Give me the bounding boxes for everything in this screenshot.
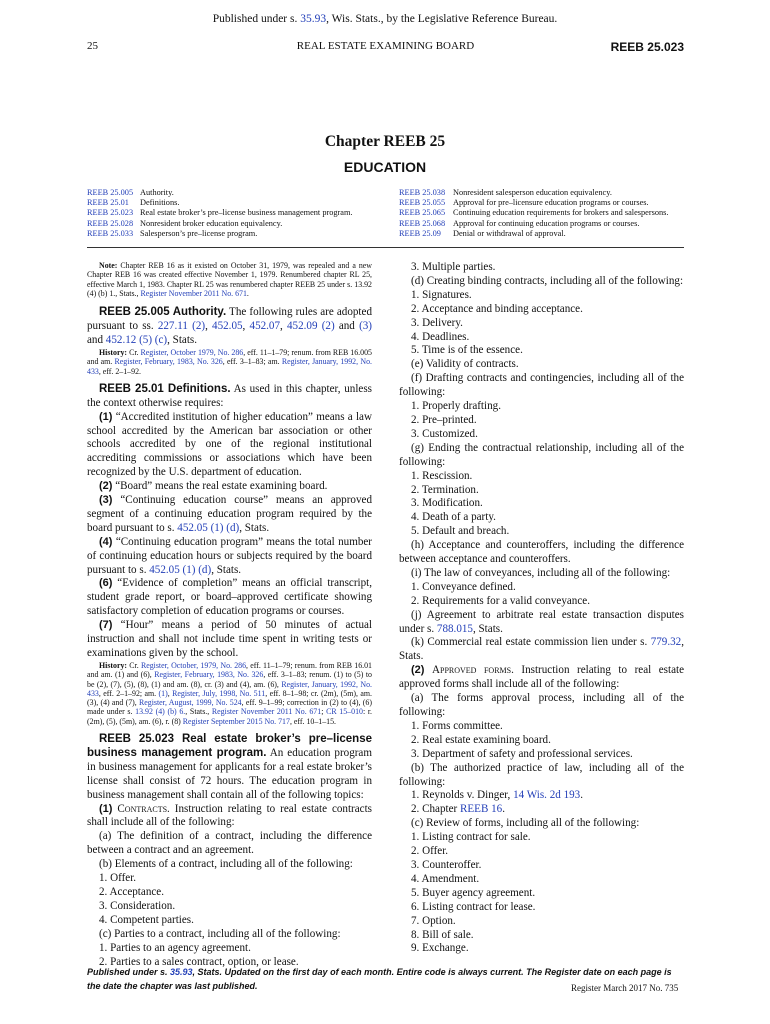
list-item: 2. Pre–printed. (411, 413, 477, 426)
statute-link[interactable]: 13.92 (4) (b) 6. (135, 707, 186, 717)
toc-section-link[interactable]: REEB 25.09 (399, 228, 441, 238)
register-link[interactable]: Register, October, 1979, No. 286 (140, 660, 247, 670)
chapter-note: Note: Chapter REB 16 as it existed on October 31, 1979, was repealed and a new Chapter REB 16 was created effective November 1, 1979. Renumbered chapter RL 25, effective March 1, 1983. Chapter RL 25 was renumbered chapter REEB 25 under s. 13.92 (4) (b) 1., Stats., Register November 2011 No. 671. (87, 261, 372, 298)
list-item: 5. Buyer agency agreement. (411, 886, 536, 899)
toc-entry[interactable] (87, 208, 353, 218)
section-heading: REEB 25.023 Real estate broker’s pre–license business management program. (87, 733, 372, 759)
statute-link[interactable]: 779.32 (650, 636, 682, 649)
toc-entry[interactable] (87, 198, 353, 208)
list-item: (c) Parties to a contract, including all of the following: (99, 927, 341, 940)
statute-link[interactable]: 452.07 (249, 320, 281, 333)
left-column (87, 261, 372, 969)
section-reference: REEB 25.023 (610, 40, 684, 54)
statute-link[interactable]: 788.015 (436, 622, 473, 635)
toc-title: Denial or withdrawal of approval. (453, 228, 566, 238)
section-heading: REEB 25.005 Authority. (99, 306, 227, 319)
register-link[interactable]: Register November 2011 No. 671 (140, 288, 247, 298)
toc-section-link[interactable]: REEB 25.005 (87, 188, 134, 197)
list-item: 3. Customized. (411, 427, 478, 440)
chapter-subtitle: EDUCATION (343, 159, 427, 175)
list-item: 2. Acceptance and binding acceptance. (411, 302, 583, 315)
list-item: 2. Parties to a sales contract, option, or lease. (99, 955, 299, 968)
table-of-contents-left (87, 188, 353, 239)
clearinghouse-rule-link[interactable]: CR 15–010 (326, 707, 363, 717)
list-item: 4. Death of a party. (411, 511, 496, 524)
toc-title: Continuing education requirements for brokers and salespersons. (453, 208, 669, 218)
published-banner: Published under s. 35.93, Wis. Stats., by the Legislative Reference Bureau. (212, 13, 558, 25)
list-item: 1. Parties to an agency agreement. (99, 941, 251, 954)
list-item: (i) The law of conveyances, including all of the following: (411, 566, 671, 579)
list-item: 1. Offer. (99, 872, 137, 885)
toc-section-link[interactable]: REEB 25.023 (87, 208, 134, 218)
list-item: 3. Department of safety and professional services. (411, 747, 633, 760)
register-link[interactable]: Register, August, 1999, No. 524 (139, 698, 242, 708)
spacer (87, 298, 372, 306)
history-note: History: Cr. Register, October 1979, No. 286, eff. 11–1–79; renum. from REB 16.005 and am. Register, February, 1983, No. 326, eff. 3–1–83; am. Register, January, 1992, No. 433, eff. 2–1–92. (87, 347, 372, 376)
toc-title: Nonresident broker education equivalency. (140, 218, 283, 228)
toc-entry[interactable] (87, 219, 353, 229)
register-link[interactable]: Register, January, 1992, No. 433 (87, 357, 372, 376)
list-item: (g) Ending the contractual relationship, including all of the following: (399, 441, 684, 468)
list-item: 1. Signatures. (411, 288, 472, 301)
toc-section-link[interactable]: REEB 25.068 (399, 218, 446, 228)
toc-title: Definitions. (140, 198, 180, 208)
list-item: 5. Time is of the essence. (411, 344, 523, 357)
statute-link[interactable]: 35.93 (300, 13, 327, 25)
list-item: (h) Acceptance and counteroffers, including the difference between acceptance and counteroffers. (399, 539, 684, 566)
right-column (399, 261, 684, 956)
list-item: 3. Delivery. (411, 316, 463, 329)
list-item: (f) Drafting contracts and contingencies, including all of the following: (399, 372, 684, 399)
register-link[interactable]: Register, July, 1998, No. 511 (172, 688, 266, 698)
list-item: 2. Termination. (411, 483, 479, 496)
statute-link[interactable]: 452.05 (212, 320, 243, 333)
list-item: 2. Real estate examining board. (411, 733, 551, 746)
register-link[interactable]: Register, October 1979, No. 286 (140, 347, 244, 357)
toc-title: Nonresident salesperson education equivalency. (453, 188, 612, 197)
statute-link[interactable]: (3) (359, 320, 372, 333)
list-item: (c) Review of forms, including all of the following: (411, 817, 640, 830)
list-item: 2. Acceptance. (99, 885, 164, 898)
list-item: 1. Properly drafting. (411, 400, 501, 413)
statute-link[interactable]: 452.05 (1) (d) (177, 521, 240, 534)
toc-title: Approval for continuing education programs or courses. (453, 218, 640, 228)
list-item: 8. Bill of sale. (411, 928, 474, 941)
definition-item: (2) “Board” means the real estate examining board. (99, 480, 328, 493)
chapter-title: Chapter REEB 25 (324, 133, 446, 150)
list-item: 7. Option. (411, 914, 456, 927)
register-link[interactable]: Register November 2011 No. 671 (211, 707, 322, 717)
definition-item: (6) “Evidence of completion” means an official transcript, student grade report, or board–approved certificate showing satisfactory completion of education programs or courses. (87, 577, 372, 618)
toc-section-link[interactable]: REEB 25.028 (87, 218, 134, 228)
subsection-approved-forms: (2) Approved forms. Instruction relating to real estate approved forms shall include all of the following: (399, 664, 684, 691)
table-of-contents-right (399, 188, 668, 239)
definition-item: (1) “Accredited institution of higher education” means a law school accredited by the American bar association or other schools accredited by one of the regional institutional accrediting commissions or associations which have been recognized by the U.S. department of education. (87, 410, 372, 479)
toc-entry[interactable] (399, 229, 668, 239)
list-item: (a) The forms approval process, including all of the following: (399, 692, 684, 718)
list-item: (b) The authorized practice of law, including all of the following: (399, 761, 684, 788)
list-item: 9. Exchange. (411, 942, 469, 955)
toc-entry[interactable] (87, 188, 353, 198)
list-item: 1. Listing contract for sale. (411, 831, 531, 844)
definition-item: (7) “Hour” means a period of 50 minutes of actual instruction and shall not include time spent in writing tests or examinations given by the school. (87, 619, 372, 660)
section-definitions: REEB 25.01 Definitions. As used in this chapter, unless the context otherwise requires: (87, 382, 372, 409)
list-item: 3. Counteroffer. (411, 858, 482, 871)
list-item: 4. Amendment. (411, 872, 480, 885)
list-item: 2. Offer. (411, 845, 449, 858)
toc-entry[interactable] (399, 188, 668, 198)
toc-section-link[interactable]: REEB 25.038 (399, 188, 446, 197)
toc-entry[interactable] (87, 229, 353, 239)
list-item: 2. Chapter REEB 16. (411, 803, 506, 816)
list-item: 3. Modification. (411, 497, 483, 510)
statute-link[interactable]: 452.12 (5) (c) (105, 334, 168, 346)
list-item: (b) Elements of a contract, including all of the following: (99, 858, 353, 871)
register-link[interactable]: Register, February, 1983, No. 326 (114, 357, 223, 367)
list-item: 2. Requirements for a valid conveyance. (411, 594, 590, 607)
list-item: 5. Default and breach. (411, 525, 510, 538)
footer-publication-note: Published under s. 35.93, Stats. Updated on the first day of each month. Entire code is always current. The Register date on each page is the date the chapter was last published. (87, 967, 672, 991)
section-heading: REEB 25.01 Definitions. (99, 382, 231, 395)
history-note: History: Cr. Register, October, 1979, No. 286, eff. 11–1–79; renum. from REB 16.01 and am. (1) and (6), Register, February, 1983, No. 326, eff. 3–1–83; renum. (1) to (5) to be (2), (7), (5), (8), (1) and am. (8), cr. (3) and (4), am. (6), Register, January, 1992, No. 433, eff. 2–1–92; am. (1), Register, July, 1998, No. 511, eff. 8–1–98; cr. (2m), (5m), am. (3), (4) and (7), Register, August, 1999, No. 524, eff. 9–1–99; correction in (2) to (4), (6) made under s. 13.92 (4) (b) 6., Stats., Register November 2011 No. 671; CR 15–010: r. (2m), (5), (5m), am. (6), r. (8) Register September 2015 No. 717, eff. 10–1–15. (87, 660, 373, 726)
list-item: 1. Reynolds v. Dinger, 14 Wis. 2d 193. (411, 789, 583, 802)
list-item: (k) Commercial real estate commission lien under s. 779.32, Stats. (399, 636, 684, 663)
list-item: (a) The definition of a contract, including the difference between a contract and an agreement. (87, 830, 372, 857)
toc-section-link[interactable]: REEB 25.055 (399, 198, 446, 208)
statute-link[interactable]: 35.93 (170, 967, 193, 977)
list-item: 1. Forms committee. (411, 719, 503, 732)
list-item: 1. Conveyance defined. (411, 580, 516, 593)
register-link[interactable]: Register September 2015 No. 717 (182, 716, 290, 726)
list-item: (j) Agreement to arbitrate real estate transaction disputes under s. 788.015, Stats. (399, 608, 684, 635)
toc-entry[interactable] (399, 208, 668, 218)
header-divider (87, 247, 684, 248)
list-item: 4. Deadlines. (411, 330, 470, 343)
statute-link[interactable]: 227.11 (2) (157, 320, 206, 333)
list-item: 4. Competent parties. (99, 913, 194, 926)
definition-item: (4) “Continuing education program” means the total number of continuing education hours or subjects required by the board pursuant to s. 452.05 (1) (d), Stats. (87, 535, 372, 576)
case-citation-link[interactable]: 14 Wis. 2d 193 (513, 789, 581, 802)
list-item: 6. Listing contract for lease. (411, 900, 536, 913)
list-item: 3. Multiple parties. (411, 261, 496, 273)
board-name: REAL ESTATE EXAMINING BOARD (296, 40, 475, 52)
list-item: (e) Validity of contracts. (411, 358, 519, 371)
subsection-contracts: (1) Contracts. Instruction relating to real estate contracts shall include all of the following: (87, 802, 372, 829)
toc-title: Real estate broker’s pre–license business management program. (140, 208, 353, 218)
toc-entry[interactable] (399, 219, 668, 229)
list-item: (d) Creating binding contracts, including all of the following: (411, 274, 684, 287)
toc-entry[interactable] (399, 198, 668, 208)
toc-title: Authority. (140, 188, 174, 197)
statute-link[interactable]: (1) (158, 688, 168, 698)
register-link[interactable]: Register, January, 1992, No. 433 (87, 679, 372, 698)
list-item: 1. Rescission. (411, 469, 473, 482)
footer-register-date: Register March 2017 No. 735 (571, 983, 679, 993)
section-business-management: REEB 25.023 Real estate broker’s pre–license business management program. An education program in business management for applicants for a real estate broker’s license shall consist of 72 hours. The education program in business management shall contain all of the following topics: (87, 733, 372, 801)
register-link[interactable]: Register, February, 1983, No. 326 (154, 670, 264, 680)
definition-item: (3) “Continuing education course” means an approved segment of a continuing education program required by the board pursuant to s. 452.05 (1) (d), Stats. (87, 494, 372, 534)
chapter-link[interactable]: REEB 16 (460, 803, 503, 816)
page-number: 25 (87, 40, 98, 52)
statute-link[interactable]: 452.09 (2) (287, 320, 335, 333)
toc-title: Approval for pre–licensure education programs or courses. (453, 198, 649, 208)
toc-section-link[interactable]: REEB 25.01 (87, 198, 129, 208)
toc-section-link[interactable]: REEB 25.065 (399, 208, 446, 218)
toc-title: Salesperson’s pre–license program. (140, 228, 258, 238)
statute-link[interactable]: 452.05 (1) (d) (149, 563, 212, 576)
toc-section-link[interactable]: REEB 25.033 (87, 228, 134, 238)
list-item: 3. Consideration. (99, 899, 176, 912)
section-authority: REEB 25.005 Authority. The following rules are adopted pursuant to ss. 227.11 (2), 452.05, 452.07, 452.09 (2) and (3) and 452.12 (5) (c), Stats. (87, 306, 372, 346)
